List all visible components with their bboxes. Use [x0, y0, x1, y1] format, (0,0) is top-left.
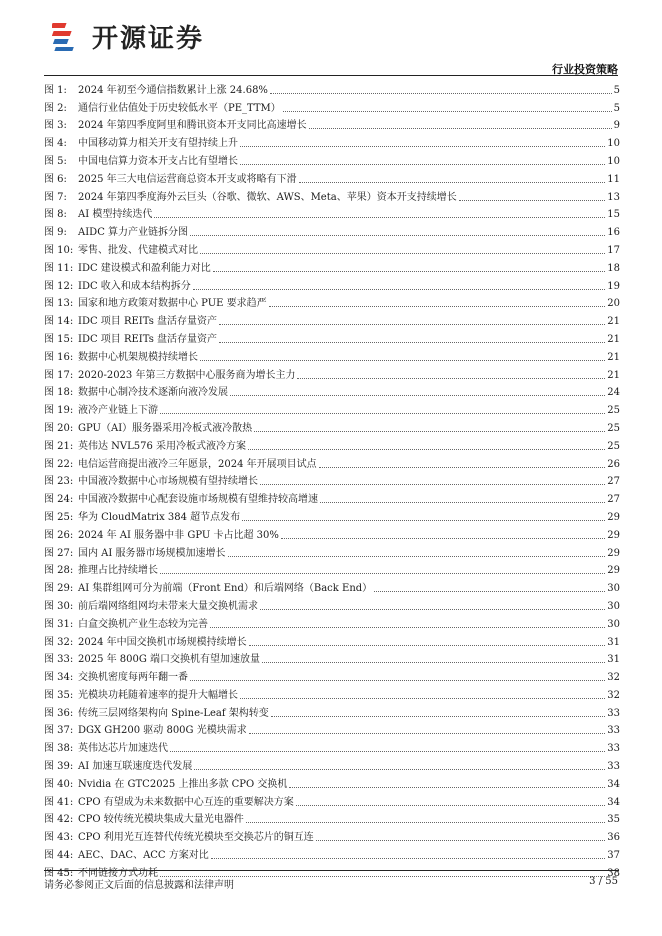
- toc-row[interactable]: [44, 506, 620, 524]
- toc-page-number: 32: [607, 672, 620, 684]
- toc-row[interactable]: [44, 471, 620, 489]
- toc-figure-title: 国内 AI 服务器市场规模加速增长: [78, 547, 226, 559]
- toc-row[interactable]: [44, 773, 620, 791]
- footer-rule: [44, 870, 618, 871]
- toc-figure-number: 图 38:: [44, 743, 74, 755]
- toc-figure-title: 华为 CloudMatrix 384 超节点发布: [78, 511, 241, 523]
- toc-figure-number: 图 29:: [44, 583, 74, 595]
- toc-figure-title: 数据中心制冷技术逐渐向液冷发展: [78, 387, 228, 399]
- page-number: 3 / 55: [589, 876, 618, 887]
- toc-leader-dots: [219, 324, 605, 325]
- toc-page-number: 18: [607, 262, 620, 274]
- toc-page-number: 29: [607, 565, 620, 577]
- toc-figure-number: 图 22:: [44, 458, 74, 470]
- toc-leader-dots: [283, 111, 612, 112]
- toc-row[interactable]: [44, 150, 620, 168]
- toc-figure-title: CPO 有望成为未来数据中心互连的重要解决方案: [78, 796, 294, 808]
- toc-leader-dots: [296, 805, 606, 806]
- toc-leader-dots: [194, 769, 605, 770]
- toc-page-number: 5: [613, 102, 620, 114]
- toc-row[interactable]: [44, 417, 620, 435]
- toc-row[interactable]: [44, 791, 620, 809]
- toc-row[interactable]: [44, 613, 620, 631]
- toc-leader-dots: [248, 449, 605, 450]
- toc-leader-dots: [319, 467, 606, 468]
- toc-leader-dots: [228, 556, 606, 557]
- report-category: 行业投资策略: [552, 63, 618, 76]
- toc-figure-title: AIDC 算力产业链拆分图: [78, 227, 189, 239]
- toc-figure-title: 光模块功耗随着速率的提升大幅增长: [78, 689, 238, 701]
- toc-leader-dots: [210, 627, 605, 628]
- toc-figure-number: 图 24:: [44, 494, 74, 506]
- toc-figure-title: 中国电信算力资本开支占比有望增长: [78, 155, 238, 167]
- toc-page-number: 5: [613, 84, 620, 96]
- toc-row[interactable]: [44, 755, 620, 773]
- toc-figure-number: 图 34:: [44, 672, 74, 684]
- toc-figure-number: 图 40:: [44, 778, 74, 790]
- toc-row[interactable]: [44, 595, 620, 613]
- toc-row[interactable]: [44, 97, 620, 115]
- toc-leader-dots: [271, 716, 605, 717]
- toc-figure-number: 图 12:: [44, 280, 74, 292]
- toc-figure-title: CPO 利用光互连替代传统光模块至交换芯片的铜互连: [78, 832, 314, 844]
- toc-row[interactable]: [44, 257, 620, 275]
- toc-leader-dots: [459, 200, 606, 201]
- toc-figure-title: GPU（AI）服务器采用冷板式液冷散热: [78, 422, 253, 434]
- toc-page-number: 27: [607, 494, 620, 506]
- toc-leader-dots: [260, 484, 605, 485]
- toc-page-number: 15: [607, 209, 620, 221]
- toc-page-number: 25: [607, 405, 620, 417]
- toc-figure-title: 英伟达芯片加速迭代: [78, 743, 168, 755]
- toc-page-number: 27: [607, 476, 620, 488]
- toc-figure-title: 数据中心机架规模持续增长: [78, 351, 198, 363]
- toc-row[interactable]: [44, 684, 620, 702]
- page-header: [0, 0, 662, 80]
- toc-row[interactable]: [44, 310, 620, 328]
- toc-page-number: 32: [607, 689, 620, 701]
- toc-figure-title: 2024 年 AI 服务器中非 GPU 卡占比超 30%: [78, 529, 279, 541]
- toc-figure-number: 图 43:: [44, 832, 74, 844]
- toc-leader-dots: [160, 573, 605, 574]
- header-rule: [44, 75, 618, 76]
- toc-page-number: 10: [607, 155, 620, 167]
- toc-leader-dots: [200, 360, 605, 361]
- toc-figure-number: 图 7:: [44, 191, 67, 203]
- toc-row[interactable]: [44, 577, 620, 595]
- toc-figure-title: 零售、批发、代建模式对比: [78, 244, 198, 256]
- toc-page-number: 25: [607, 422, 620, 434]
- toc-leader-dots: [309, 128, 612, 129]
- toc-figure-number: 图 8:: [44, 209, 67, 221]
- toc-figure-number: 图 1:: [44, 84, 67, 96]
- toc-page-number: 20: [607, 298, 620, 310]
- company-logo: [52, 16, 204, 56]
- toc-row[interactable]: [44, 275, 620, 293]
- toc-leader-dots: [374, 591, 605, 592]
- toc-figure-number: 图 41:: [44, 796, 74, 808]
- footer-disclaimer: 请务必参阅正文后面的信息披露和法律声明: [44, 880, 234, 891]
- toc-row[interactable]: [44, 364, 620, 382]
- toc-leader-dots: [281, 538, 605, 539]
- toc-figure-title: IDC 收入和成本结构拆分: [78, 280, 191, 292]
- toc-figure-title: 中国移动算力相关开支有望持续上升: [78, 138, 238, 150]
- toc-page-number: 16: [607, 227, 620, 239]
- toc-page-number: 33: [607, 761, 620, 773]
- toc-figure-title: AI 加速互联速度迭代发展: [78, 761, 193, 773]
- toc-row[interactable]: [44, 399, 620, 417]
- toc-leader-dots: [299, 182, 606, 183]
- toc-figure-number: 图 30:: [44, 600, 74, 612]
- toc-figure-number: 图 27:: [44, 547, 74, 559]
- toc-figure-title: 2025 年三大电信运营商总资本开支或将略有下滑: [78, 173, 297, 185]
- toc-page-number: 10: [607, 138, 620, 150]
- toc-figure-number: 图 25:: [44, 511, 74, 523]
- toc-figure-number: 图 16:: [44, 351, 74, 363]
- toc-figure-title: 英伟达 NVL576 采用冷板式液冷方案: [78, 440, 247, 452]
- toc-figure-number: 图 11:: [44, 262, 74, 274]
- toc-page-number: 21: [607, 351, 620, 363]
- toc-figure-number: 图 21:: [44, 440, 74, 452]
- toc-page-number: 9: [613, 120, 620, 132]
- toc-leader-dots: [190, 680, 605, 681]
- toc-leader-dots: [240, 146, 605, 147]
- figure-index: [44, 79, 620, 880]
- toc-row[interactable]: [44, 631, 620, 649]
- toc-figure-title: AI 集群组网可分为前端（Front End）和后端网络（Back End）: [78, 583, 373, 595]
- toc-row[interactable]: [44, 542, 620, 560]
- toc-page-number: 30: [607, 600, 620, 612]
- toc-figure-number: 图 26:: [44, 529, 74, 541]
- toc-page-number: 21: [607, 369, 620, 381]
- toc-leader-dots: [254, 431, 605, 432]
- toc-page-number: 38: [607, 867, 620, 879]
- toc-leader-dots: [249, 733, 606, 734]
- toc-figure-number: 图 4:: [44, 138, 67, 150]
- toc-page-number: 29: [607, 529, 620, 541]
- toc-figure-title: 2024 年初至今通信指数累计上涨 24.68%: [78, 84, 268, 96]
- toc-page-number: 33: [607, 707, 620, 719]
- toc-figure-number: 图 23:: [44, 476, 74, 488]
- toc-page-number: 13: [607, 191, 620, 203]
- toc-row[interactable]: [44, 239, 620, 257]
- toc-figure-number: 图 37:: [44, 725, 74, 737]
- toc-figure-title: 推理占比持续增长: [78, 565, 158, 577]
- toc-figure-title: CPO 较传统光模块集成大量光电器件: [78, 814, 244, 826]
- logo-text: 开源证券: [92, 23, 205, 54]
- toc-leader-dots: [160, 413, 605, 414]
- toc-row[interactable]: [44, 488, 620, 506]
- toc-figure-title: IDC 建设模式和盈利能力对比: [78, 262, 211, 274]
- toc-leader-dots: [230, 395, 605, 396]
- toc-leader-dots: [200, 253, 605, 254]
- toc-page-number: 11: [607, 173, 620, 185]
- toc-figure-number: 图 14:: [44, 316, 74, 328]
- toc-page-number: 25: [607, 440, 620, 452]
- toc-figure-title: 液冷产业链上下游: [78, 405, 158, 417]
- toc-page-number: 21: [607, 333, 620, 345]
- toc-page-number: 29: [607, 511, 620, 523]
- toc-row[interactable]: [44, 435, 620, 453]
- toc-row[interactable]: [44, 115, 620, 133]
- toc-leader-dots: [170, 751, 605, 752]
- toc-page-number: 30: [607, 618, 620, 630]
- toc-row[interactable]: [44, 186, 620, 204]
- toc-figure-title: 前后端网络组网均未带来大量交换机需求: [78, 600, 258, 612]
- toc-row[interactable]: [44, 524, 620, 542]
- toc-figure-number: 图 31:: [44, 618, 74, 630]
- toc-figure-title: 2024 年第四季度阿里和腾讯资本开支同比高速增长: [78, 120, 307, 132]
- toc-figure-number: 图 6:: [44, 173, 67, 185]
- toc-page-number: 19: [607, 280, 620, 292]
- toc-figure-title: AI 模型持续迭代: [78, 209, 153, 221]
- toc-figure-title: 2020-2023 年第三方数据中心服务商为增长主力: [78, 369, 296, 381]
- toc-page-number: 29: [607, 547, 620, 559]
- toc-page-number: 34: [607, 778, 620, 790]
- toc-figure-number: 图 17:: [44, 369, 74, 381]
- toc-row[interactable]: [44, 649, 620, 667]
- toc-page-number: 33: [607, 725, 620, 737]
- toc-leader-dots: [260, 609, 605, 610]
- toc-leader-dots: [211, 858, 605, 859]
- toc-figure-number: 图 32:: [44, 636, 74, 648]
- toc-figure-number: 图 35:: [44, 689, 74, 701]
- toc-leader-dots: [193, 289, 605, 290]
- toc-leader-dots: [190, 235, 605, 236]
- toc-figure-number: 图 36:: [44, 707, 74, 719]
- toc-figure-number: 图 45:: [44, 867, 74, 879]
- toc-figure-title: 2024 年第四季度海外云巨头（谷歌、微软、AWS、Meta、苹果）资本开支持续增长: [78, 191, 457, 203]
- toc-row[interactable]: [44, 328, 620, 346]
- toc-row[interactable]: [44, 720, 620, 738]
- toc-figure-number: 图 33:: [44, 654, 74, 666]
- toc-figure-number: 图 39:: [44, 761, 74, 773]
- toc-figure-number: 图 10:: [44, 244, 74, 256]
- toc-leader-dots: [320, 502, 605, 503]
- toc-leader-dots: [289, 787, 605, 788]
- toc-row[interactable]: [44, 168, 620, 186]
- toc-figure-title: 白盒交换机产业生态较为完善: [78, 618, 208, 630]
- toc-row[interactable]: [44, 809, 620, 827]
- toc-figure-title: 电信运营商提出液冷三年愿景，2024 年开展项目试点: [78, 458, 317, 470]
- toc-row[interactable]: [44, 346, 620, 364]
- toc-figure-title: 通信行业估值处于历史较低水平（PE_TTM）: [78, 102, 281, 114]
- toc-figure-number: 图 19:: [44, 405, 74, 417]
- toc-leader-dots: [316, 840, 606, 841]
- toc-page-number: 37: [607, 850, 620, 862]
- toc-figure-title: DGX GH200 驱动 800G 光模块需求: [78, 725, 247, 737]
- toc-leader-dots: [213, 271, 605, 272]
- toc-page-number: 30: [607, 583, 620, 595]
- toc-figure-number: 图 20:: [44, 422, 74, 434]
- toc-leader-dots: [240, 164, 605, 165]
- toc-leader-dots: [242, 520, 605, 521]
- toc-figure-title: 不同链接方式功耗: [78, 867, 158, 879]
- toc-leader-dots: [249, 645, 606, 646]
- toc-row[interactable]: [44, 844, 620, 862]
- toc-figure-title: AEC、DAC、ACC 方案对比: [78, 850, 209, 862]
- toc-figure-number: 图 5:: [44, 155, 67, 167]
- toc-figure-title: 2025 年 800G 端口交换机有望加速放量: [78, 654, 261, 666]
- toc-figure-number: 图 9:: [44, 227, 67, 239]
- toc-figure-title: 传统三层网络架构向 Spine-Leaf 架构转变: [78, 707, 269, 719]
- toc-row[interactable]: [44, 826, 620, 844]
- toc-row[interactable]: [44, 560, 620, 578]
- toc-page-number: 21: [607, 316, 620, 328]
- toc-figure-title: 交换机密度每两年翻一番: [78, 672, 188, 684]
- toc-figure-title: IDC 项目 REITs 盘活存量资产: [78, 333, 218, 345]
- toc-row[interactable]: [44, 204, 620, 222]
- logo-mark-icon: [52, 19, 86, 53]
- toc-figure-title: IDC 项目 REITs 盘活存量资产: [78, 316, 218, 328]
- toc-page-number: 24: [607, 387, 620, 399]
- toc-row[interactable]: [44, 382, 620, 400]
- toc-page-number: 34: [607, 796, 620, 808]
- toc-page-number: 17: [607, 244, 620, 256]
- toc-leader-dots: [154, 217, 605, 218]
- toc-figure-number: 图 13:: [44, 298, 74, 310]
- toc-row[interactable]: [44, 737, 620, 755]
- toc-leader-dots: [219, 342, 605, 343]
- toc-leader-dots: [246, 822, 606, 823]
- toc-figure-number: 图 42:: [44, 814, 74, 826]
- toc-leader-dots: [240, 698, 605, 699]
- toc-page-number: 36: [607, 832, 620, 844]
- toc-figure-title: 中国液冷数据中心市场规模有望持续增长: [78, 476, 258, 488]
- toc-figure-number: 图 28:: [44, 565, 74, 577]
- toc-page-number: 33: [607, 743, 620, 755]
- toc-figure-title: 国家和地方政策对数据中心 PUE 要求趋严: [78, 298, 267, 310]
- toc-page-number: 26: [607, 458, 620, 470]
- toc-figure-number: 图 3:: [44, 120, 67, 132]
- toc-leader-dots: [270, 93, 612, 94]
- toc-row[interactable]: [44, 293, 620, 311]
- toc-page-number: 31: [607, 654, 620, 666]
- toc-figure-title: Nvidia 在 GTC2025 上推出多款 CPO 交换机: [78, 778, 288, 790]
- toc-figure-title: 中国液冷数据中心配套设施市场规模有望维持较高增速: [78, 494, 318, 506]
- toc-row[interactable]: [44, 702, 620, 720]
- toc-leader-dots: [269, 306, 606, 307]
- toc-leader-dots: [297, 378, 605, 379]
- toc-row[interactable]: [44, 666, 620, 684]
- toc-page-number: 35: [607, 814, 620, 826]
- toc-figure-number: 图 44:: [44, 850, 74, 862]
- toc-row[interactable]: [44, 79, 620, 97]
- toc-figure-title: 2024 年中国交换机市场规模持续增长: [78, 636, 247, 648]
- toc-row[interactable]: [44, 221, 620, 239]
- toc-leader-dots: [262, 662, 605, 663]
- toc-row[interactable]: [44, 453, 620, 471]
- toc-figure-number: 图 2:: [44, 102, 67, 114]
- toc-figure-number: 图 15:: [44, 333, 74, 345]
- toc-figure-number: 图 18:: [44, 387, 74, 399]
- toc-page-number: 31: [607, 636, 620, 648]
- toc-row[interactable]: [44, 132, 620, 150]
